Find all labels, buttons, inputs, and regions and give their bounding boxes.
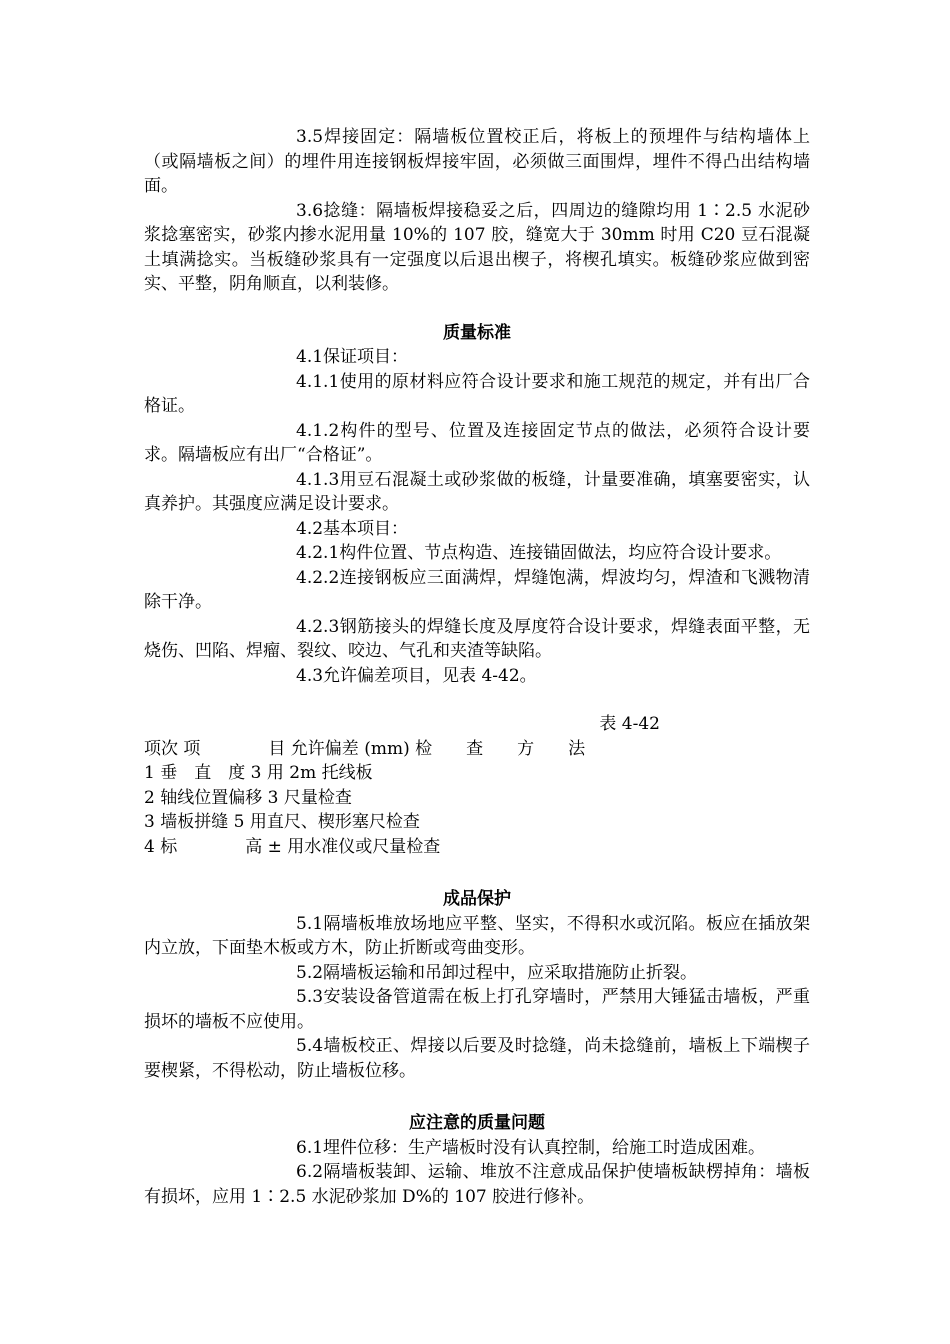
clause-text: 墙板校正、焊接以后要及时捻缝，尚未捻缝前，墙板上下端楔子要楔紧，不得松动，防止墙板位移。: [144, 1036, 810, 1081]
clause-text: 埋件位移：生产墙板时没有认真控制，给施工时造成困难。: [323, 1137, 766, 1158]
clause-number: 4.1.1: [296, 371, 340, 392]
table-row: 2 轴线位置偏移 3 尺量检查: [144, 787, 352, 808]
clause-number: 5.2: [296, 962, 324, 983]
table-caption: 表 4-42: [599, 714, 660, 734]
paragraph-4-2-3: [144, 615, 810, 664]
paragraph-4-1-1: [144, 370, 810, 419]
clause-text: 基本项目：: [323, 518, 409, 539]
clause-text: 捻缝：隔墙板焊接稳妥之后，四周边的缝隙均用 1∶2.5 水泥砂浆捻塞密实，砂浆内掺水泥用量 10%的 107 胶，缝宽大于 30mm 时用 C20 豆石混凝土填满捻实。当板缝砂浆具有一定强度以后退出楔子，将楔孔填实。板缝砂浆应做到密实、平整，阴角顺直，以利装修。: [144, 200, 810, 294]
clause-number: 5.4: [296, 1036, 324, 1056]
clause-number: 4.1: [296, 347, 324, 367]
table-row: 1 垂 直 度 3 用 2m 托线板: [144, 763, 373, 783]
document-page: [144, 125, 810, 1209]
paragraph-5-3: [144, 985, 810, 1034]
section-heading-quality-issues: 应注意的质量问题: [409, 1113, 545, 1133]
clause-number: 4.1.2: [296, 420, 340, 441]
clause-text: 隔墙板堆放场地应平整、坚实，不得积水或沉陷。板应在插放架内立放，下面垫木板或方木，防止折断或弯曲变形。: [144, 913, 810, 958]
section-heading-product-protection: 成品保护: [443, 889, 511, 909]
clause-number: 5.1: [296, 913, 324, 934]
paragraph-5-4: [144, 1034, 810, 1083]
paragraph-3-5: [144, 125, 810, 199]
paragraph-4-1-2: [144, 419, 810, 468]
table-header: 项次 项 目 允许偏差 (mm) 检 查 方 法: [144, 738, 586, 759]
clause-number: 6.1: [296, 1137, 324, 1158]
clause-text: 使用的原材料应符合设计要求和施工规范的规定，并有出厂合格证。: [144, 371, 810, 416]
section-heading-quality-standard: 质量标准: [443, 322, 511, 343]
clause-number: 4.2.3: [296, 616, 340, 637]
paragraph-6-2: [144, 1160, 810, 1209]
clause-text: 允许偏差项目，见表 4-42。: [323, 665, 537, 686]
paragraph-4-2-1: [144, 541, 810, 566]
paragraph-4-2-2: [144, 566, 810, 615]
clause-text: 隔墙板装卸、运输、堆放不注意成品保护使墙板缺楞掉角：墙板有损坏，应用 1∶2.5 水泥砂浆加 D%的 107 胶进行修补。: [144, 1162, 810, 1207]
clause-text: 焊接固定：隔墙板位置校正后，将板上的预埋件与结构墙体上（或隔墙板之间）的埋件用连接钢板焊接牢固，必须做三面围焊，埋件不得凸出结构墙面。: [144, 127, 810, 196]
paragraph-4-3: [144, 664, 810, 689]
clause-text: 构件的型号、位置及连接固定节点的做法，必须符合设计要求。隔墙板应有出厂“合格证”。: [144, 420, 810, 465]
clause-number: 5.3: [296, 987, 324, 1007]
clause-text: 隔墙板运输和吊卸过程中，应采取措施防止折裂。: [323, 962, 698, 983]
paragraph-4-2: [144, 517, 810, 542]
clause-number: 4.2.2: [296, 567, 340, 588]
clause-number: 4.3: [296, 665, 324, 686]
clause-number: 4.1.3: [296, 469, 340, 490]
paragraph-4-1: [144, 345, 810, 370]
paragraph-6-1: [144, 1136, 810, 1161]
paragraph-5-2: [144, 961, 810, 986]
paragraph-3-6: [144, 199, 810, 297]
paragraph-4-1-3: [144, 468, 810, 517]
paragraph-5-1: [144, 912, 810, 961]
clause-number: 4.2.1: [296, 543, 340, 563]
table-row: 3 墙板拼缝 5 用直尺、楔形塞尺检查: [144, 812, 420, 832]
table-row: 4 标 高 ± 用水准仪或尺量检查: [144, 836, 441, 857]
clause-number: 4.2: [296, 518, 324, 539]
clause-number: 6.2: [296, 1162, 324, 1182]
clause-number: 3.5: [296, 127, 324, 147]
clause-text: 保证项目：: [323, 347, 409, 367]
clause-text: 连接钢板应三面满焊，焊缝饱满，焊波均匀，焊渣和飞溅物清除干净。: [144, 567, 810, 612]
clause-number: 3.6: [296, 200, 324, 221]
clause-text: 用豆石混凝土或砂浆做的板缝，计量要准确，填塞要密实，认真养护。其强度应满足设计要求。: [144, 469, 810, 514]
clause-text: 安装设备管道需在板上打孔穿墙时，严禁用大锤猛击墙板，严重损坏的墙板不应使用。: [144, 987, 810, 1032]
clause-text: 构件位置、节点构造、连接锚固做法，均应符合设计要求。: [339, 543, 782, 563]
clause-text: 钢筋接头的焊缝长度及厚度符合设计要求，焊缝表面平整，无烧伤、凹陷、焊瘤、裂纹、咬边、气孔和夹渣等缺陷。: [144, 616, 810, 661]
